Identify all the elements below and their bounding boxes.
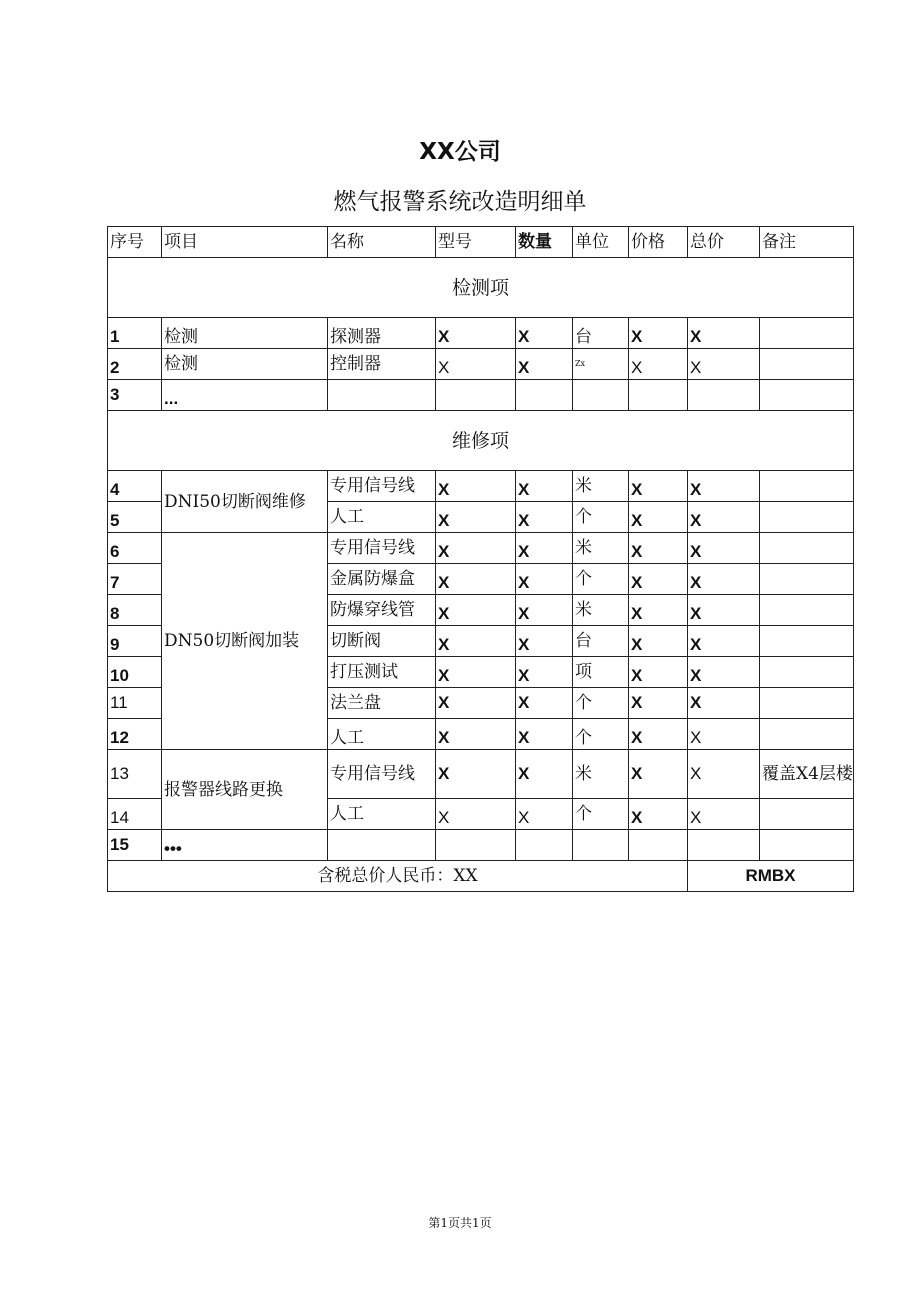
row-note	[760, 318, 854, 349]
row-no: 6	[108, 533, 162, 564]
row-model: X	[436, 471, 516, 502]
row-qty: X	[516, 719, 573, 750]
row-name: 控制器	[328, 349, 436, 380]
row-unit: 个	[573, 564, 629, 595]
group-item-dn50-install: DN50切断阀加装	[162, 533, 328, 750]
row-note	[760, 799, 854, 830]
row-price: X	[629, 502, 688, 533]
row-note: 覆盖X4层楼	[760, 750, 854, 799]
row-qty: X	[516, 349, 573, 380]
row-qty: X	[516, 471, 573, 502]
row-model: X	[436, 657, 516, 688]
row-unit: 个	[573, 502, 629, 533]
row-model: X	[436, 799, 516, 830]
row-price: X	[629, 688, 688, 719]
row-price: X	[629, 719, 688, 750]
row-no: 12	[108, 719, 162, 750]
section-repair: 维修项	[108, 411, 854, 471]
table-row	[108, 830, 854, 861]
row-unit: 米	[573, 471, 629, 502]
row-total: X	[688, 657, 760, 688]
row-model: X	[436, 595, 516, 626]
row-model: X	[436, 502, 516, 533]
row-unit: 个	[573, 719, 629, 750]
col-header-price: 价格	[629, 227, 688, 258]
col-header-note: 备注	[760, 227, 854, 258]
row-price: X	[629, 318, 688, 349]
section-detection: 检测项	[108, 258, 854, 318]
table-row	[108, 349, 854, 380]
row-price: X	[629, 595, 688, 626]
row-qty: X	[516, 533, 573, 564]
total-row	[108, 861, 854, 892]
company-name: XX公司	[419, 139, 501, 165]
col-header-qty: 数量	[516, 227, 573, 258]
row-price: X	[629, 471, 688, 502]
section-row	[108, 411, 854, 471]
row-name: 人工	[328, 719, 436, 750]
row-note	[760, 471, 854, 502]
group-item-alarm-wiring: 报警器线路更换	[162, 750, 328, 830]
row-total: X	[688, 626, 760, 657]
row-total: X	[688, 471, 760, 502]
row-qty: X	[516, 799, 573, 830]
row-name: 切断阀	[328, 626, 436, 657]
row-no: 11	[108, 688, 162, 719]
row-no: 4	[108, 471, 162, 502]
row-no: 2	[108, 349, 162, 380]
row-price: X	[629, 533, 688, 564]
col-header-no: 序号	[108, 227, 162, 258]
row-model: X	[436, 750, 516, 799]
row-note	[760, 502, 854, 533]
row-total: X	[688, 502, 760, 533]
row-no: 15	[108, 830, 162, 861]
document-title: 燃气报警系统改造明细单	[333, 189, 587, 215]
col-header-total: 总价	[688, 227, 760, 258]
row-unit: 个	[573, 688, 629, 719]
row-unit: 项	[573, 657, 629, 688]
row-no: 3	[108, 380, 162, 411]
row-total: X	[688, 688, 760, 719]
col-header-name: 名称	[328, 227, 436, 258]
row-note	[760, 719, 854, 750]
row-unit: 台	[573, 318, 629, 349]
row-no: 8	[108, 595, 162, 626]
row-name: 打压测试	[328, 657, 436, 688]
table-row	[108, 471, 854, 502]
row-note	[760, 626, 854, 657]
row-total: X	[688, 799, 760, 830]
row-name: 防爆穿线管	[328, 595, 436, 626]
row-no: 7	[108, 564, 162, 595]
row-name: 专用信号线	[328, 533, 436, 564]
total-value: RMBX	[688, 861, 854, 892]
row-item: •••	[162, 830, 328, 861]
row-model: X	[436, 626, 516, 657]
row-item: 检测	[162, 349, 328, 380]
row-total: X	[688, 564, 760, 595]
row-qty: X	[516, 564, 573, 595]
row-total: X	[688, 750, 760, 799]
row-model: X	[436, 533, 516, 564]
row-unit: 台	[573, 626, 629, 657]
row-total: X	[688, 318, 760, 349]
row-model: X	[436, 688, 516, 719]
row-qty: X	[516, 318, 573, 349]
col-header-model: 型号	[436, 227, 516, 258]
row-qty: X	[516, 595, 573, 626]
row-total: X	[688, 533, 760, 564]
row-qty: X	[516, 502, 573, 533]
detail-table	[107, 226, 854, 892]
row-no: 5	[108, 502, 162, 533]
row-no: 13	[108, 750, 162, 799]
row-price: X	[629, 750, 688, 799]
total-label: 含税总价人民币：XX	[108, 861, 688, 892]
table-row	[108, 380, 854, 411]
row-note	[760, 657, 854, 688]
row-name: 专用信号线	[328, 750, 436, 799]
row-qty: X	[516, 750, 573, 799]
row-price: X	[629, 657, 688, 688]
row-total: X	[688, 595, 760, 626]
row-unit: Zx	[575, 359, 586, 368]
row-qty: X	[516, 626, 573, 657]
row-model: X	[436, 318, 516, 349]
row-price: X	[629, 349, 688, 380]
row-item: ...	[162, 380, 328, 411]
row-unit: 个	[573, 799, 629, 830]
row-price: X	[629, 564, 688, 595]
row-price: X	[629, 626, 688, 657]
row-name: 金属防爆盒	[328, 564, 436, 595]
row-item: 检测	[162, 318, 328, 349]
row-qty: X	[516, 688, 573, 719]
table-row	[108, 533, 854, 564]
row-name: 法兰盘	[328, 688, 436, 719]
row-total: X	[688, 349, 760, 380]
col-header-item: 项目	[162, 227, 328, 258]
row-model: X	[436, 564, 516, 595]
header-row	[108, 227, 854, 258]
row-note	[760, 595, 854, 626]
col-header-unit: 单位	[573, 227, 629, 258]
page-number: 第1页共1页	[428, 1216, 492, 1230]
table-row	[108, 750, 854, 799]
row-note	[760, 688, 854, 719]
section-row	[108, 258, 854, 318]
row-no: 1	[108, 318, 162, 349]
row-total: X	[688, 719, 760, 750]
row-note	[760, 533, 854, 564]
row-unit: 米	[573, 595, 629, 626]
row-no: 14	[108, 799, 162, 830]
row-name: 人工	[328, 799, 436, 830]
row-note	[760, 349, 854, 380]
row-unit: 米	[573, 750, 629, 799]
group-item-dn150-repair: DNI50切断阀维修	[162, 471, 328, 533]
row-model: X	[436, 719, 516, 750]
row-model: X	[436, 349, 516, 380]
row-name: 探测器	[328, 318, 436, 349]
table-row	[108, 318, 854, 349]
row-note	[760, 564, 854, 595]
row-name: 人工	[328, 502, 436, 533]
row-no: 10	[108, 657, 162, 688]
row-name: 专用信号线	[328, 471, 436, 502]
row-qty: X	[516, 657, 573, 688]
row-price: X	[629, 799, 688, 830]
row-unit: 米	[573, 533, 629, 564]
row-no: 9	[108, 626, 162, 657]
